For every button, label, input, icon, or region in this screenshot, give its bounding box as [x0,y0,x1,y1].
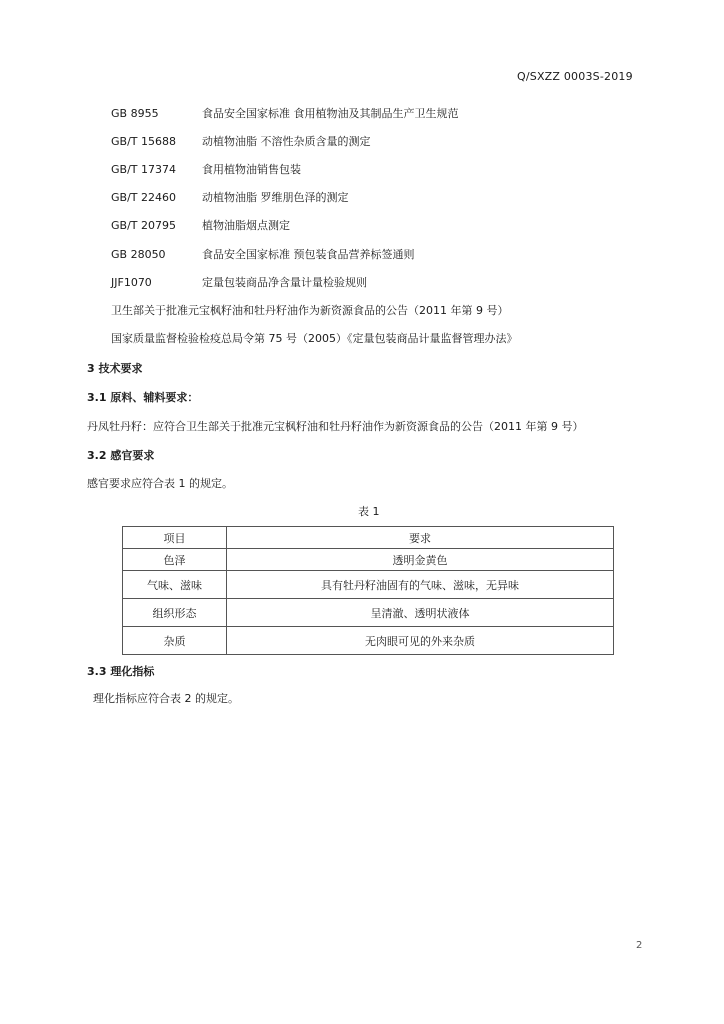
table-cell: 杂质 [123,627,227,655]
section-3-1-text: 丹凤牡丹籽：应符合卫生部关于批准元宝枫籽油和牡丹籽油作为新资源食品的公告（2011 年第 9 号） [87,420,584,433]
table-header-cell: 要求 [227,527,614,549]
page-number: 2 [636,940,643,951]
document-code: Q/SXZZ 0003S-2019 [517,70,633,83]
reference-code: GB/T 20795 [111,219,176,232]
section-3-2-heading: 3.2 感官要求 [87,449,155,462]
section-3-3-text: 理化指标应符合表 2 的规定。 [93,692,239,705]
table-cell: 呈清澈、透明状液体 [227,599,614,627]
reference-title: 食品安全国家标准 食用植物油及其制品生产卫生规范 [202,107,459,120]
section-3-heading: 3 技术要求 [87,362,143,375]
table-header-row [123,527,614,549]
sensory-requirements-table [122,526,614,655]
section-3-1-heading: 3.1 原料、辅料要求： [87,391,199,404]
reference-code: GB 8955 [111,107,159,120]
table-cell: 无肉眼可见的外来杂质 [227,627,614,655]
table-header-cell: 项目 [123,527,227,549]
reference-title: 食用植物油销售包装 [202,163,301,176]
table-cell: 色泽 [123,549,227,571]
reference-title: 植物油脂烟点测定 [202,219,290,232]
reference-code: GB/T 15688 [111,135,176,148]
reference-title: 动植物油脂 罗维朋色泽的测定 [202,191,349,204]
table-cell: 具有牡丹籽油固有的气味、滋味，无异味 [227,571,614,599]
reference-title: 食品安全国家标准 预包装食品营养标签通则 [202,248,415,261]
table-row [123,571,614,599]
table-cell: 透明金黄色 [227,549,614,571]
table-1-caption: 表 1 [358,505,380,518]
reference-code: GB/T 22460 [111,191,176,204]
table-row [123,599,614,627]
notice-line: 国家质量监督检验检疫总局令第 75 号（2005）《定量包装商品计量监督管理办法》 [111,332,518,345]
table-cell: 组织形态 [123,599,227,627]
reference-code: JJF1070 [111,276,152,289]
table-cell: 气味、滋味 [123,571,227,599]
reference-title: 定量包装商品净含量计量检验规则 [202,276,367,289]
section-3-3-heading: 3.3 理化指标 [87,665,155,678]
notice-line: 卫生部关于批准元宝枫籽油和牡丹籽油作为新资源食品的公告（2011 年第 9 号） [111,304,509,317]
table-row [123,627,614,655]
table-row [123,549,614,571]
reference-code: GB/T 17374 [111,163,176,176]
section-3-2-text: 感官要求应符合表 1 的规定。 [87,477,233,490]
reference-code: GB 28050 [111,248,166,261]
reference-title: 动植物油脂 不溶性杂质含量的测定 [202,135,371,148]
